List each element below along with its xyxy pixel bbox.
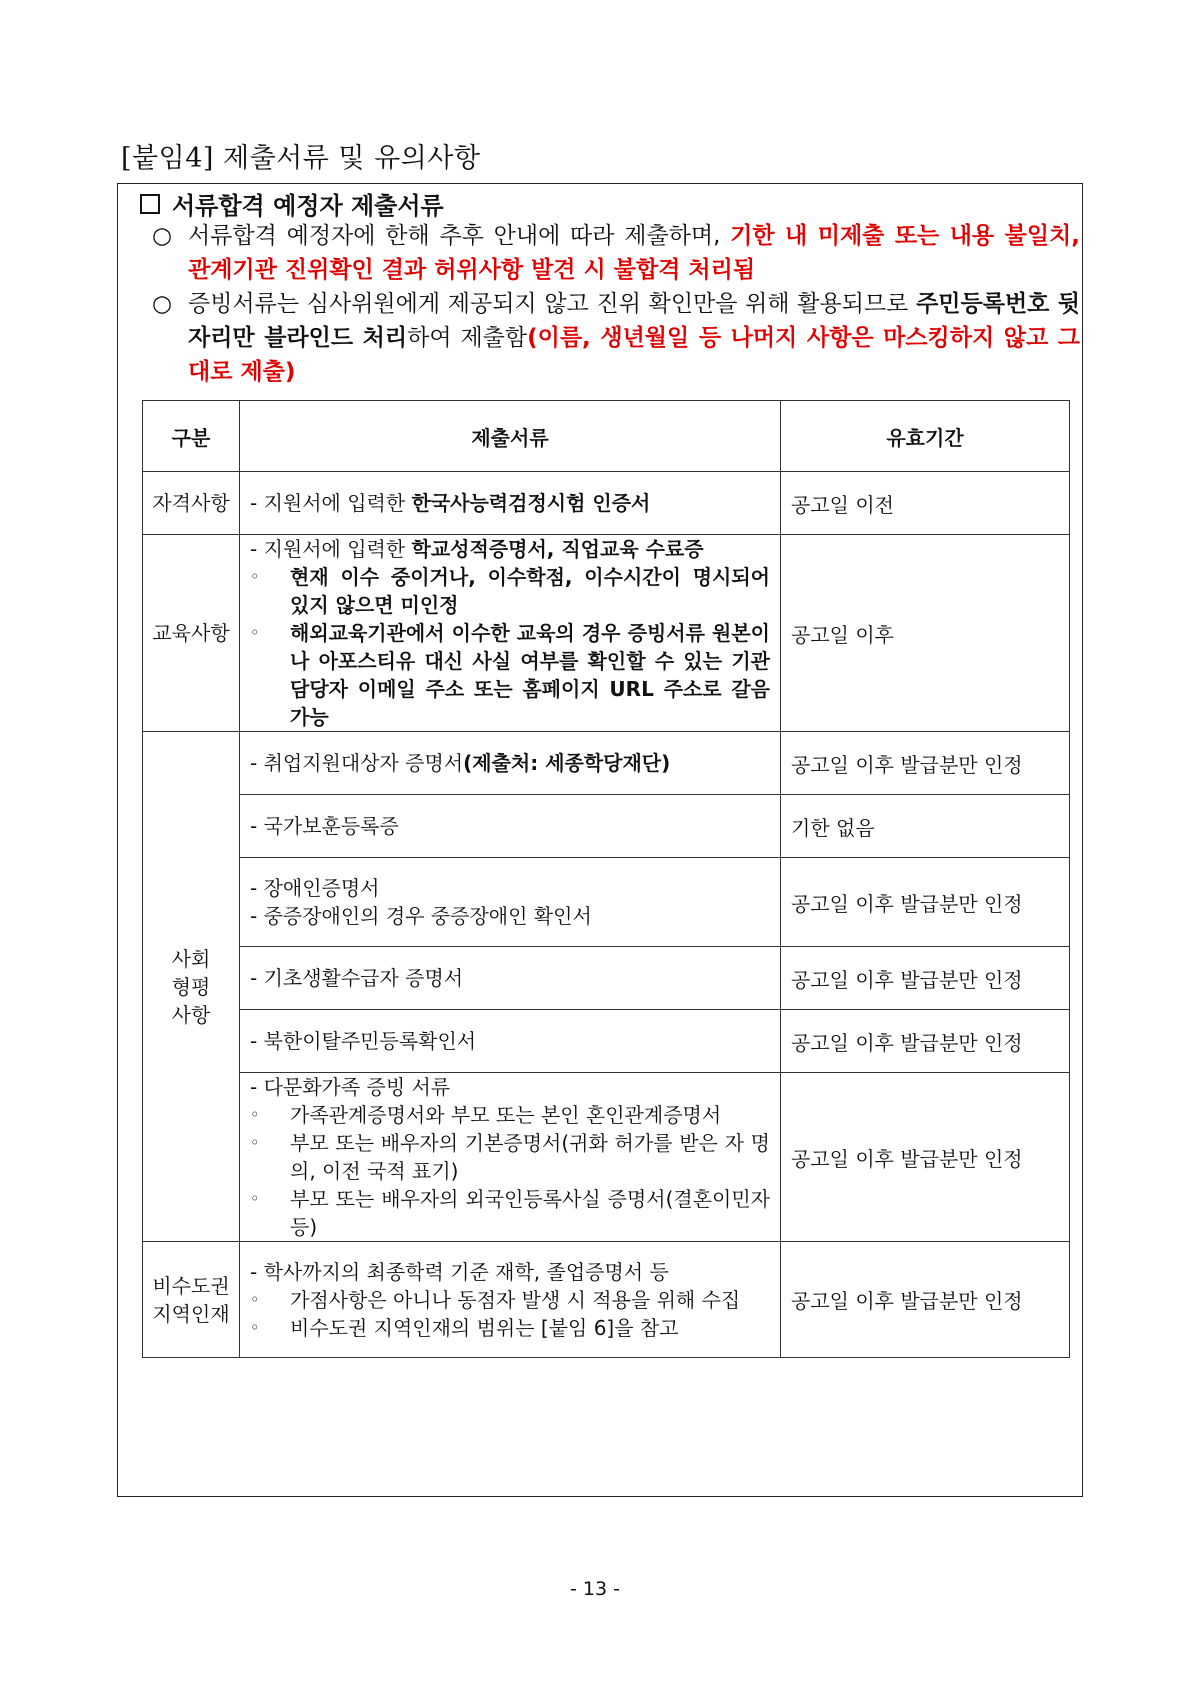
table-row bbox=[143, 947, 1070, 1010]
bullet2-warning: (이름, 생년월일 등 나머지 사항은 마스킹하지 않고 그대로 제출) bbox=[188, 325, 1080, 385]
table-header-row bbox=[143, 401, 1070, 472]
page-number: - 13 - bbox=[570, 1578, 620, 1600]
checkbox-square-icon bbox=[140, 194, 160, 214]
header-category: 구분 bbox=[143, 401, 240, 472]
small-circle-icon: ◦ bbox=[250, 1105, 260, 1124]
social-doc-5: - 북한이탈주민등록확인서 bbox=[240, 1010, 781, 1073]
table-row bbox=[143, 795, 1070, 858]
education-note-1: ◦ 현재 이수 중이거나, 이수학점, 이수시간이 명시되어 있지 않으면 미인정 bbox=[250, 565, 770, 617]
category-education: 교육사항 bbox=[143, 535, 240, 732]
circle-bullet-icon: ○ bbox=[152, 223, 173, 249]
category-social: 사회 형평 사항 bbox=[143, 732, 240, 1242]
notice-bullet-2 bbox=[152, 287, 1080, 389]
social-doc-4: - 기초생활수급자 증명서 bbox=[240, 947, 781, 1010]
table-row bbox=[143, 535, 1070, 732]
small-circle-icon: ◦ bbox=[250, 1317, 260, 1337]
regional-documents: - 학사까지의 최종학력 기준 재학, 졸업증명서 등 ◦ 가점사항은 아니나 동점자 발생 시 적용을 위해 수집 ◦ 비수도권 지역인재의 범위는 [붙임 6]을 참고 bbox=[240, 1242, 781, 1358]
regional-period: 공고일 이후 발급분만 인정 bbox=[781, 1242, 1070, 1358]
small-circle-icon: ◦ bbox=[250, 1133, 260, 1152]
small-circle-icon: ◦ bbox=[250, 623, 260, 642]
category-qualification: 자격사항 bbox=[143, 472, 240, 535]
table-row bbox=[143, 1242, 1070, 1358]
documents-table bbox=[142, 400, 1070, 1358]
header-documents: 제출서류 bbox=[240, 401, 781, 472]
bullet2-bold: 주민등록번호 뒷자리만 블라인드 처리 bbox=[188, 291, 1080, 351]
social-doc-1: - 취업지원대상자 증명서(제출처: 세종학당재단) bbox=[240, 732, 781, 795]
education-note-2: ◦ 해외교육기관에서 이수한 교육의 경우 증빙서류 원본이나 아포스티유 대신 사실 여부를 확인할 수 있는 기관 담당자 이메일 주소 또는 홈페이지 URL 주소로 갈음 가능 bbox=[250, 621, 770, 729]
table-row bbox=[143, 472, 1070, 535]
table-row bbox=[143, 1073, 1070, 1242]
social-period-1: 공고일 이후 발급분만 인정 bbox=[781, 732, 1070, 795]
bullet2-text-2: 하여 제출함 bbox=[407, 325, 528, 351]
bullet1-text: 서류합격 예정자에 한해 추후 안내에 따라 제출하며, bbox=[188, 223, 731, 249]
table-row bbox=[143, 858, 1070, 947]
social-period-2: 기한 없음 bbox=[781, 795, 1070, 858]
social-doc-2: - 국가보훈등록증 bbox=[240, 795, 781, 858]
small-circle-icon: ◦ bbox=[250, 1189, 260, 1208]
table-row bbox=[143, 1010, 1070, 1073]
social-period-5: 공고일 이후 발급분만 인정 bbox=[781, 1010, 1070, 1073]
social-doc-3: - 장애인증명서 - 중증장애인의 경우 중증장애인 확인서 bbox=[240, 858, 781, 947]
header-period: 유효기간 bbox=[781, 401, 1070, 472]
circle-bullet-icon: ○ bbox=[152, 291, 173, 317]
social-period-4: 공고일 이후 발급분만 인정 bbox=[781, 947, 1070, 1010]
bullet1-warning: 기한 내 미제출 또는 내용 불일치, 관계기관 진위확인 결과 허위사항 발견 시 불합격 처리됨 bbox=[188, 223, 1080, 283]
small-circle-icon: ◦ bbox=[250, 567, 260, 586]
social-doc-6: - 다문화가족 증빙 서류 ◦ 가족관계증명서와 부모 또는 본인 혼인관계증명서 ◦ 부모 또는 배우자의 기본증명서(귀화 허가를 받은 자 명의, 이전 국적 표기) ◦ 부모 또는 배우자의 외국인등록사실 증명서(결혼이민자 등) bbox=[240, 1073, 781, 1242]
education-period: 공고일 이후 bbox=[781, 535, 1070, 732]
social-period-6: 공고일 이후 발급분만 인정 bbox=[781, 1073, 1070, 1242]
social-period-3: 공고일 이후 발급분만 인정 bbox=[781, 858, 1070, 947]
category-regional: 비수도권 지역인재 bbox=[143, 1242, 240, 1358]
education-documents: - 지원서에 입력한 학교성적증명서, 직업교육 수료증 ◦ 현재 이수 중이거나, 이수학점, 이수시간이 명시되어 있지 않으면 미인정 ◦ 해외교육기관에서 이수한 교육의 경우 증빙서류 원본이나 아포스티유 대신 사실 여부를 확인할 수 있는 기관 담당자 이메일 주소 또는 홈페이지 URL 주소로 갈음 가능 bbox=[240, 535, 781, 732]
qualification-documents: - 지원서에 입력한 한국사능력검정시험 인증서 bbox=[240, 472, 781, 535]
page-heading: [붙임4] 제출서류 및 유의사항 bbox=[121, 143, 481, 174]
qualification-period: 공고일 이전 bbox=[781, 472, 1070, 535]
notice-bullet-1 bbox=[152, 219, 1080, 287]
small-circle-icon: ◦ bbox=[250, 1289, 260, 1309]
bullet2-text-1: 증빙서류는 심사위원에게 제공되지 않고 진위 확인만을 위해 활용되므로 bbox=[188, 291, 917, 317]
section-title-text: 서류합격 예정자 제출서류 bbox=[172, 192, 444, 220]
table-row bbox=[143, 732, 1070, 795]
section-title bbox=[140, 186, 444, 221]
